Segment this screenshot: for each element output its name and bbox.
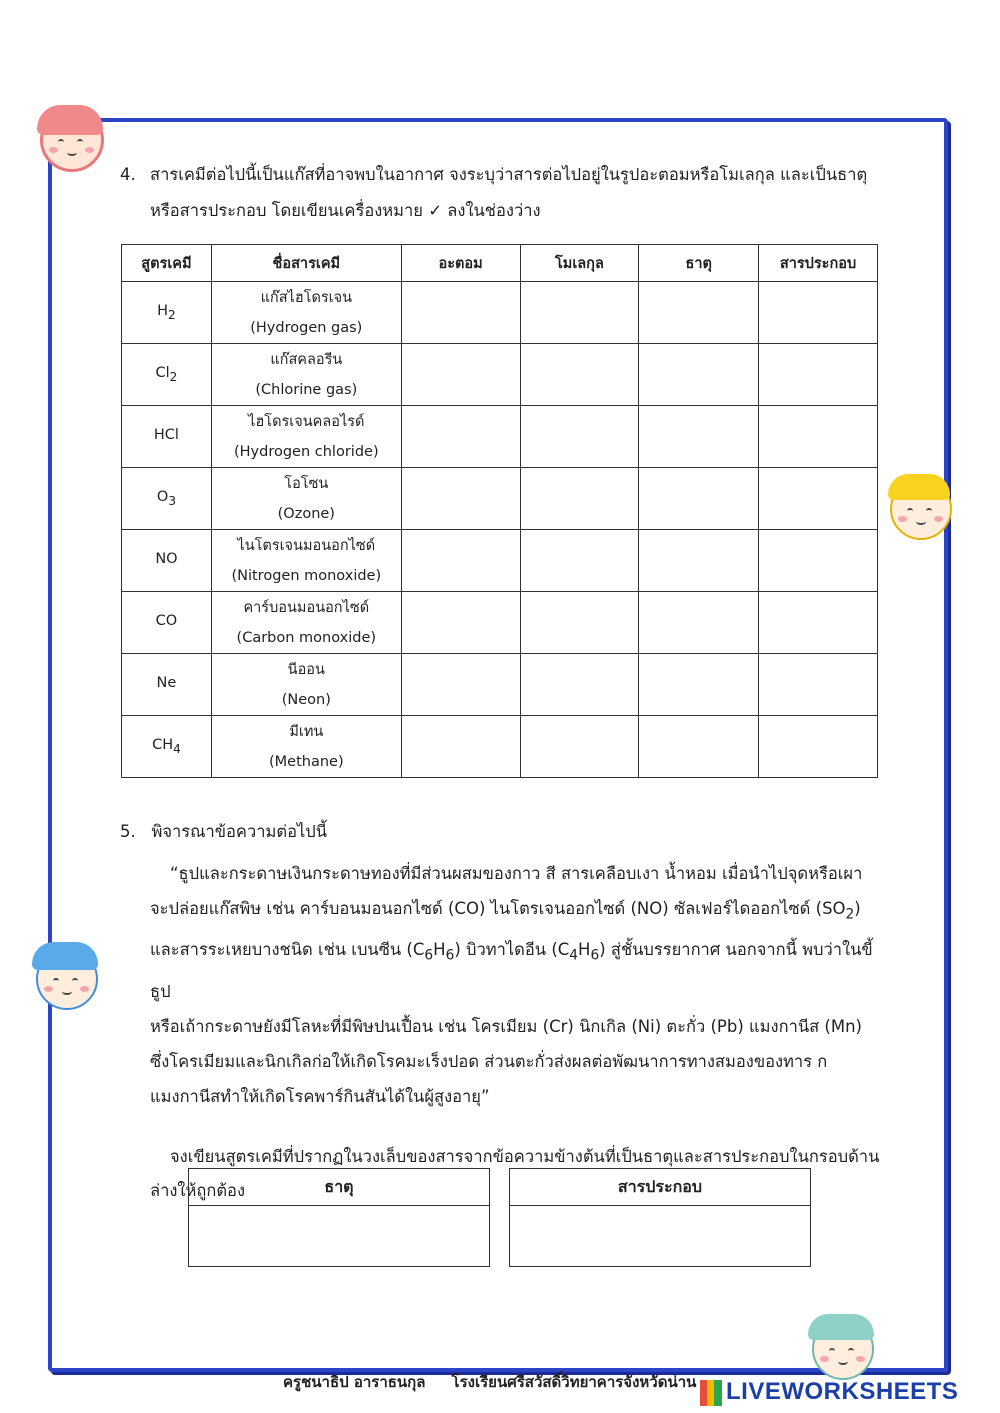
compound-check-cell[interactable]: [759, 592, 878, 654]
molecule-check-cell[interactable]: [520, 530, 639, 592]
formula-cell: $CH_4$: [122, 716, 212, 778]
name-cell: [211, 406, 401, 468]
english-name: (Hydrogen gas): [250, 319, 363, 336]
question-5-heading: พิจารณาข้อความต่อไปนี้: [151, 822, 328, 841]
element-check-cell[interactable]: [639, 468, 759, 530]
table-row: [122, 282, 878, 344]
molecule-check-cell[interactable]: [520, 344, 639, 406]
header-formula: สูตรเคมี: [122, 245, 212, 282]
formula-cell: HCl: [122, 406, 212, 468]
name-cell: [211, 716, 401, 778]
compound-check-cell[interactable]: [759, 282, 878, 344]
atom-check-cell[interactable]: [401, 282, 520, 344]
compound-check-cell[interactable]: [759, 716, 878, 778]
question-5: [120, 818, 880, 1208]
compound-answer-box: [509, 1168, 811, 1267]
compound-check-cell[interactable]: [759, 406, 878, 468]
atom-check-cell[interactable]: [401, 530, 520, 592]
table-row: [122, 406, 878, 468]
name-cell: [211, 530, 401, 592]
thai-name: คาร์บอนมอนอกไซด์: [243, 599, 370, 616]
element-check-cell[interactable]: [639, 592, 759, 654]
thai-name: ไฮโดรเจนคลอไรด์: [248, 413, 365, 430]
header-element: ธาตุ: [639, 245, 759, 282]
thai-name: ไนโตรเจนมอนอกไซด์: [237, 537, 376, 554]
name-cell: [211, 344, 401, 406]
english-name: (Carbon monoxide): [236, 629, 377, 646]
formula-cell: CO: [122, 592, 212, 654]
formula-cell: $O_3$: [122, 468, 212, 530]
molecule-check-cell[interactable]: [520, 592, 639, 654]
english-name: (Methane): [268, 753, 344, 770]
compound-answer-field[interactable]: [510, 1206, 810, 1266]
atom-check-cell[interactable]: [401, 406, 520, 468]
girl-face-teal-icon: [812, 1318, 874, 1380]
question-4: [120, 157, 880, 229]
liveworksheets-logo[interactable]: [700, 1378, 995, 1410]
table-row: [122, 592, 878, 654]
quote-line: แมงกานีสทำให้เกิดโรคพาร์กินสันได้ในผู้สูงอายุ”: [150, 1086, 490, 1106]
quote-line: ซึ่งโครเมียมและนิกเกิลก่อให้เกิดโรคมะเร็งปอด ส่วนตะกั่วส่งผลต่อพัฒนาการทางสมองของทาร ก: [150, 1051, 828, 1071]
liveworksheets-brand: LIVEWORKSHEETS: [726, 1378, 959, 1405]
header-atom: อะตอม: [401, 245, 520, 282]
question-5-instruction: จงเขียนสูตรเคมีที่ปรากฏในวงเล็บของสารจากข้อความข้างต้นที่เป็นธาตุและสารประกอบในกรอบด้านล่างให้ถูกต้อง: [150, 1146, 880, 1200]
compound-check-cell[interactable]: [759, 344, 878, 406]
english-name: (Neon): [281, 691, 331, 708]
element-check-cell[interactable]: [639, 654, 759, 716]
english-name: (Chlorine gas): [255, 381, 358, 398]
element-answer-box: [188, 1168, 490, 1267]
atom-check-cell[interactable]: [401, 716, 520, 778]
header-compound: สารประกอบ: [759, 245, 878, 282]
element-check-cell[interactable]: [639, 716, 759, 778]
question-4-number: 4.: [120, 165, 136, 184]
formula-cell: $H_2$: [122, 282, 212, 344]
name-cell: [211, 468, 401, 530]
thai-name: แก๊สไฮโดรเจน: [260, 289, 353, 306]
boy-face-blonde-icon: [890, 478, 952, 540]
quote-line: “ธูปและกระดาษเงินกระดาษทองที่มีส่วนผสมของกาว สี สารเคลือบเงา น้ำหอม เมื่อนำไปจุดหรือเผา: [170, 864, 863, 883]
table-row: [122, 716, 878, 778]
molecule-check-cell[interactable]: [520, 282, 639, 344]
molecule-check-cell[interactable]: [520, 406, 639, 468]
english-name: (Nitrogen monoxide): [231, 567, 382, 584]
question-4-line2: หรือสารประกอบ โดยเขียนเครื่องหมาย ✓ ลงในช่องว่าง: [150, 201, 541, 220]
name-cell: [211, 654, 401, 716]
header-name: ชื่อสารเคมี: [211, 245, 401, 282]
compound-check-cell[interactable]: [759, 468, 878, 530]
quote-line: และสารระเหยบางชนิด เช่น เบนซีน $(C_6H_6)$ บิวทาไดอีน $(C_4H_6)$ สู่ชั้นบรรยากาศ นอกจากนี้ พบว่าในขี้ธูป: [150, 940, 873, 1001]
atom-check-cell[interactable]: [401, 654, 520, 716]
liveworksheets-badge-icon: [700, 1380, 722, 1406]
question-4-line1: สารเคมีต่อไปนี้เป็นแก๊สที่อาจพบในอากาศ จงระบุว่าสารต่อไปอยู่ในรูปอะตอมหรือโมเลกุล และเป็นธาตุ: [150, 165, 868, 184]
thai-name: แก๊สคลอรีน: [270, 351, 343, 368]
table-row: [122, 344, 878, 406]
formula-cell: NO: [122, 530, 212, 592]
formula-cell: Ne: [122, 654, 212, 716]
quote-line: จะปล่อยแก๊สพิษ เช่น คาร์บอนมอนอกไซด์ (CO) ไนโตรเจนออกไซด์ (NO) ซัลเฟอร์ไดออกไซด์ $(SO_2)$: [150, 899, 861, 923]
atom-check-cell[interactable]: [401, 344, 520, 406]
element-check-cell[interactable]: [639, 282, 759, 344]
footer-credit: ครูชนาธิป อาราธนกุล โรงเรียนศรีสวัสดิ์วิทยาคารจังหวัดน่าน: [283, 1373, 697, 1391]
classification-table: [121, 244, 878, 778]
table-row: [122, 468, 878, 530]
molecule-check-cell[interactable]: [520, 468, 639, 530]
header-molecule: โมเลกุล: [520, 245, 639, 282]
boy-face-blue-icon: [36, 948, 98, 1010]
question-5-number: 5.: [120, 822, 136, 841]
element-check-cell[interactable]: [639, 530, 759, 592]
english-name: (Hydrogen chloride): [233, 443, 379, 460]
table-header-row: [122, 245, 878, 282]
compound-box-header: สารประกอบ: [510, 1169, 810, 1206]
element-check-cell[interactable]: [639, 344, 759, 406]
quote-passage: [150, 856, 880, 1114]
formula-cell: $Cl_2$: [122, 344, 212, 406]
thai-name: โอโซน: [284, 475, 329, 492]
thai-name: มีเทน: [289, 723, 324, 740]
table-row: [122, 654, 878, 716]
quote-line: หรือเถ้ากระดาษยังมีโลหะที่มีพิษปนเปื้อน เช่น โครเมียม (Cr) นิกเกิล (Ni) ตะกั่ว (Pb) แมงกานีส (Mn): [150, 1016, 862, 1036]
atom-check-cell[interactable]: [401, 592, 520, 654]
english-name: (Ozone): [277, 505, 335, 522]
girl-face-icon: [40, 108, 104, 172]
table-row: [122, 530, 878, 592]
name-cell: [211, 282, 401, 344]
compound-check-cell[interactable]: [759, 654, 878, 716]
name-cell: [211, 592, 401, 654]
compound-check-cell[interactable]: [759, 530, 878, 592]
atom-check-cell[interactable]: [401, 468, 520, 530]
element-box-header: ธาตุ: [189, 1169, 489, 1206]
thai-name: นีออน: [287, 661, 325, 678]
molecule-check-cell[interactable]: [520, 716, 639, 778]
element-answer-field[interactable]: [189, 1206, 489, 1266]
molecule-check-cell[interactable]: [520, 654, 639, 716]
element-check-cell[interactable]: [639, 406, 759, 468]
